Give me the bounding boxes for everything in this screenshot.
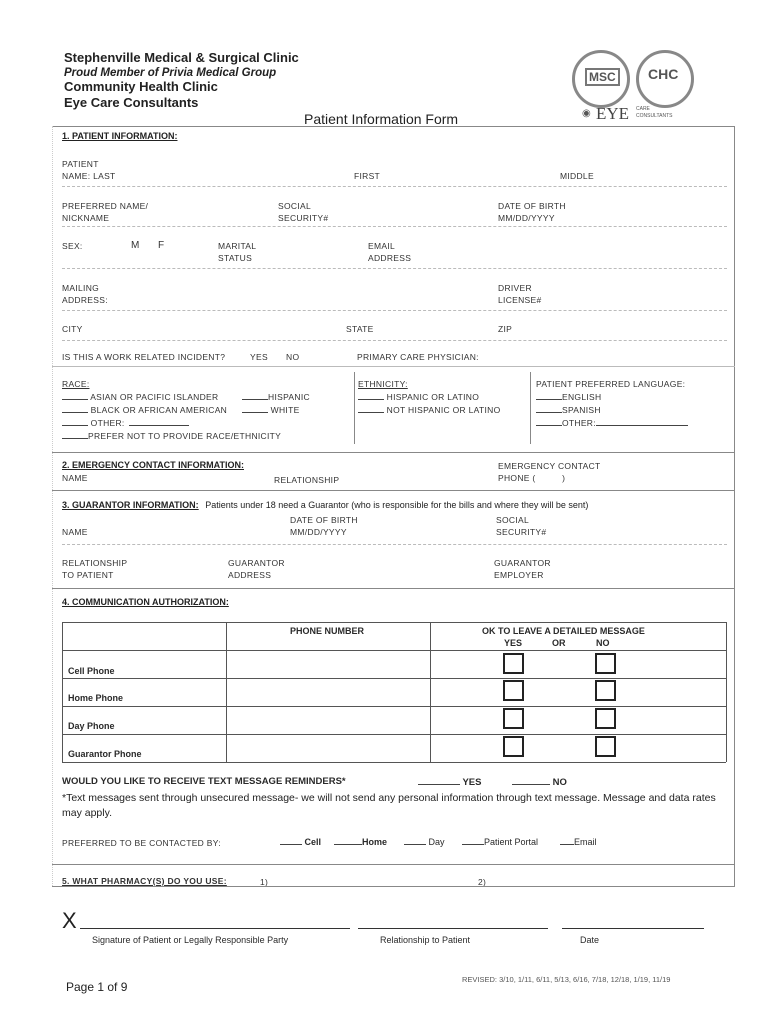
guarantor-employer-label: GUARANTOR EMPLOYER xyxy=(494,558,551,580)
signature-line[interactable] xyxy=(80,928,350,929)
form-title: Patient Information Form xyxy=(304,111,459,127)
language-english-option[interactable]: ENGLISH xyxy=(536,391,601,403)
contact-day-option[interactable]: Day xyxy=(404,836,445,847)
col-ok-to-leave: OK TO LEAVE A DETAILED MESSAGE xyxy=(482,626,645,636)
guarantor-address-label: GUARANTOR ADDRESS xyxy=(228,558,285,580)
work-related-question: IS THIS A WORK RELATED INCIDENT? xyxy=(62,352,226,362)
revision-dates: REVISED: 3/10, 1/11, 6/11, 5/13, 6/16, 7/18, 12/18, 1/19, 11/19 xyxy=(462,975,671,984)
signature-label: Signature of Patient or Legally Responsible Party xyxy=(92,935,289,945)
text-reminder-no[interactable]: NO xyxy=(512,776,567,788)
row-cell-phone: Cell Phone xyxy=(68,666,115,676)
dob-label: DATE OF BIRTH MM/DD/YYYY xyxy=(498,201,566,223)
race-prefer-not-option[interactable]: PREFER NOT TO PROVIDE RACE/ETHNICITY xyxy=(62,430,281,442)
col-yes: YES xyxy=(504,638,523,648)
first-name-label: FIRST xyxy=(354,171,381,181)
state-label: STATE xyxy=(346,324,374,334)
row-day-phone: Day Phone xyxy=(68,721,115,731)
row-home-phone: Home Phone xyxy=(68,693,124,703)
sex-label: SEX: xyxy=(62,241,83,251)
ssn-label: SOCIAL SECURITY# xyxy=(278,201,329,223)
patient-name-label: PATIENT NAME: LAST xyxy=(62,159,116,181)
sex-m-option[interactable]: M xyxy=(131,240,140,251)
contact-portal-option[interactable]: Patient Portal xyxy=(462,836,538,847)
guarantor-name-label: NAME xyxy=(62,527,88,537)
race-black-option[interactable]: BLACK OR AFRICAN AMERICAN xyxy=(62,404,227,416)
guarantor-ssn-label: SOCIAL SECURITY# xyxy=(496,515,547,537)
home-yes-checkbox[interactable] xyxy=(503,680,524,701)
zip-label: ZIP xyxy=(498,324,513,334)
col-or: OR xyxy=(552,638,566,648)
mailing-address-label: MAILING ADDRESS: xyxy=(62,283,108,305)
section-1-heading: 1. PATIENT INFORMATION: xyxy=(62,131,178,141)
ethnicity-not-hispanic-option[interactable]: NOT HISPANIC OR LATINO xyxy=(358,404,500,416)
section-3-heading-row xyxy=(62,500,588,510)
emergency-phone-label: EMERGENCY CONTACT PHONE ( ) xyxy=(498,461,601,483)
day-yes-checkbox[interactable] xyxy=(503,708,524,729)
race-asian-option[interactable]: ASIAN OR PACIFIC ISLANDER xyxy=(62,391,218,403)
section-5-heading: 5. WHAT PHARMACY(S) DO YOU USE: xyxy=(62,876,227,886)
work-related-yes[interactable]: YES xyxy=(250,352,268,362)
relationship-label: Relationship to Patient xyxy=(380,935,471,945)
race-label: RACE: xyxy=(62,379,90,389)
col-phone-number: PHONE NUMBER xyxy=(290,626,365,636)
ethnicity-hispanic-option[interactable]: HISPANIC OR LATINO xyxy=(358,391,479,403)
guarantor-note: Patients under 18 need a Guarantor (who is responsible for the bills and where they will be sent) xyxy=(205,500,589,510)
preferred-name-label: PREFERRED NAME/ NICKNAME xyxy=(62,201,149,223)
relationship-line[interactable] xyxy=(358,928,548,929)
guarantor-dob-label: DATE OF BIRTH MM/DD/YYYY xyxy=(290,515,358,537)
signature-x-mark: X xyxy=(62,908,77,933)
contact-email-option[interactable]: Email xyxy=(560,836,597,847)
middle-name-label: MIDDLE xyxy=(560,171,594,181)
city-label: CITY xyxy=(62,324,83,334)
eye-icon: ◉ xyxy=(582,108,591,119)
language-spanish-option[interactable]: SPANISH xyxy=(536,404,601,416)
text-reminder-question: WOULD YOU LIKE TO RECEIVE TEXT MESSAGE REMINDERS* xyxy=(62,776,346,787)
driver-license-label: DRIVER LICENSE# xyxy=(498,283,542,305)
sex-f-option[interactable]: F xyxy=(158,240,165,251)
guarantor-yes-checkbox[interactable] xyxy=(503,736,524,757)
clinic-name-community: Community Health Clinic xyxy=(64,79,218,94)
guarantor-relationship-label: RELATIONSHIP TO PATIENT xyxy=(62,558,128,580)
page-number: Page 1 of 9 xyxy=(66,980,128,994)
emergency-name-label: NAME xyxy=(62,473,88,483)
emergency-relationship-label: RELATIONSHIP xyxy=(274,475,340,485)
language-other-option[interactable]: OTHER: xyxy=(536,417,688,429)
text-message-disclaimer: *Text messages sent through unsecured message- we will not send any personal information through text message. Message and data rates may apply. xyxy=(62,792,716,819)
race-other-option[interactable]: OTHER: xyxy=(62,417,189,429)
col-no: NO xyxy=(596,638,610,648)
language-label: PATIENT PREFERRED LANGUAGE: xyxy=(536,379,686,389)
cell-no-checkbox[interactable] xyxy=(595,653,616,674)
race-white-option[interactable]: WHITE xyxy=(242,404,300,416)
guarantor-no-checkbox[interactable] xyxy=(595,736,616,757)
clinic-affiliation: Proud Member of Privia Medical Group xyxy=(64,67,277,79)
clinic-name-eye-care: Eye Care Consultants xyxy=(64,95,199,110)
day-no-checkbox[interactable] xyxy=(595,708,616,729)
row-guarantor-phone: Guarantor Phone xyxy=(68,749,142,759)
preferred-contact-label: PREFERRED TO BE CONTACTED BY: xyxy=(62,838,221,848)
section-2-heading: 2. EMERGENCY CONTACT INFORMATION: xyxy=(62,460,244,470)
pcp-label: PRIMARY CARE PHYSICIAN: xyxy=(357,352,479,362)
home-no-checkbox[interactable] xyxy=(595,680,616,701)
marital-status-label: MARITAL STATUS xyxy=(218,241,257,263)
pharmacy-1-label: 1) xyxy=(260,877,269,887)
section-3-heading: 3. GUARANTOR INFORMATION: xyxy=(62,500,199,510)
date-label: Date xyxy=(580,935,600,945)
clinic-name-stephenville: Stephenville Medical & Surgical Clinic xyxy=(64,50,299,65)
contact-home-option[interactable]: Home xyxy=(334,836,387,847)
race-hispanic-option[interactable]: HISPANIC xyxy=(242,391,310,403)
work-related-no[interactable]: NO xyxy=(286,352,300,362)
section-4-heading: 4. COMMUNICATION AUTHORIZATION: xyxy=(62,597,229,607)
ethnicity-label: ETHNICITY: xyxy=(358,379,408,389)
email-label: EMAIL ADDRESS xyxy=(368,241,412,263)
date-line[interactable] xyxy=(562,928,704,929)
pharmacy-2-label: 2) xyxy=(478,877,487,887)
cell-yes-checkbox[interactable] xyxy=(503,653,524,674)
text-reminder-yes[interactable]: YES xyxy=(418,776,481,788)
contact-cell-option[interactable]: Cell xyxy=(280,836,321,847)
